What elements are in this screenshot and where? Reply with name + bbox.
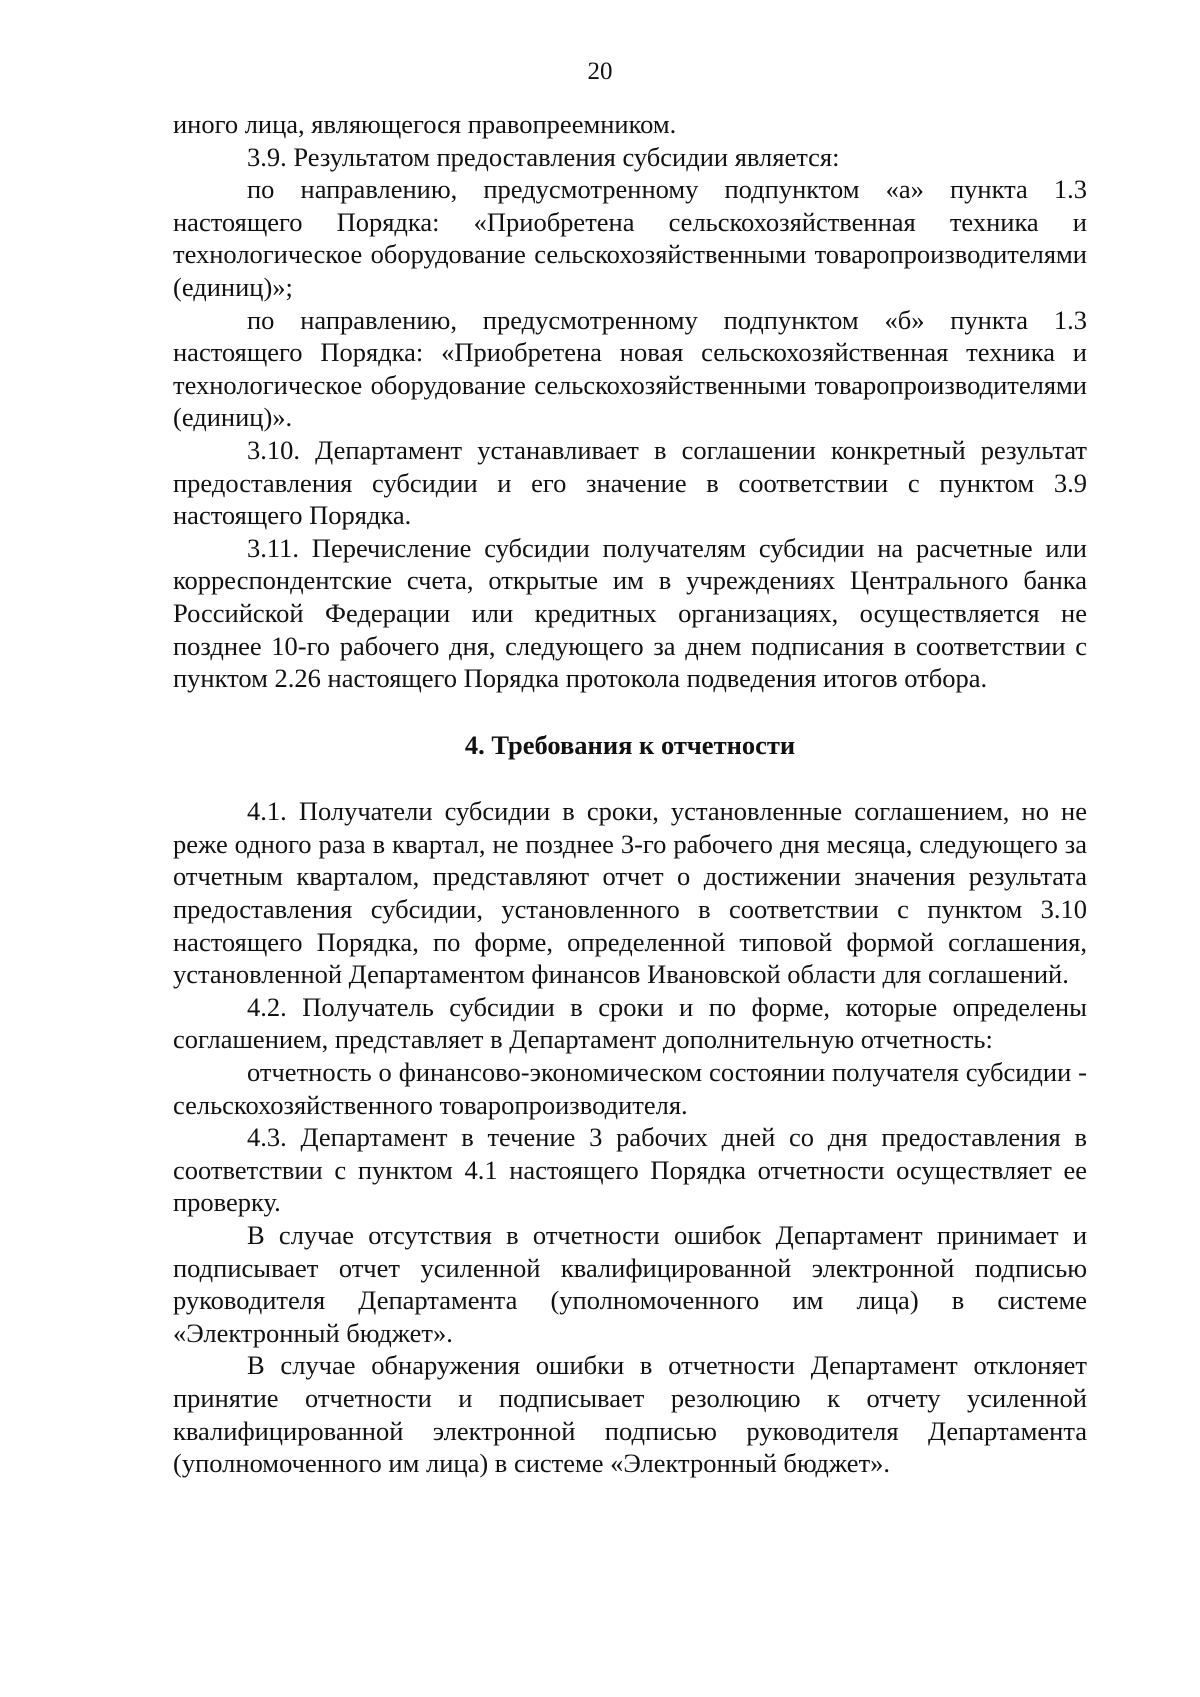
document-body (173, 108, 1087, 1480)
page-number: 20 (587, 58, 613, 85)
paragraph-4-2: 4.2. Получатель субсидии в сроки и по форме, которые определены соглашением, представляет в Департамент дополнительную отчетность: (173, 991, 1087, 1055)
paragraph-3-9-direction-b: по направлению, предусмотренному подпунктом «б» пункта 1.3 настоящего Порядка: «Приобретена новая сельскохозяйственная техника и технологическое оборудование сельскохозяйственными товаропроизводителями (единиц)». (173, 304, 1087, 433)
section-heading: 4. Требования к отчетности (464, 729, 796, 760)
paragraph-4-2-report: отчетность о финансово-экономическом состоянии получателя субсидии - сельскохозяйственного товаропроизводителя. (173, 1057, 1087, 1120)
paragraph-3-11: 3.11. Перечисление субсидии получателям субсидии на расчетные или корреспондентские счета, открытые им в учреждениях Центрального банка Российской Федерации или кредитных организациях, осуществляется не позднее 10-го рабочего дня, следующего за днем подписания в соответствии с пунктом 2.26 настоящего Порядка протокола подведения итогов отбора. (173, 532, 1087, 694)
paragraph-continuation: иного лица, являющегося правопреемником. (173, 109, 677, 139)
paragraph-4-3: 4.3. Департамент в течение 3 рабочих дней со дня предоставления в соответствии с пунктом 4.1 настоящего Порядка отчетности осуществляет ее проверку. (173, 1122, 1087, 1218)
paragraph-4-1: 4.1. Получатели субсидии в сроки, установленные соглашением, но не реже одного раза в квартал, не позднее 3-го рабочего дня месяца, следующего за отчетным кварталом, представляют отчет о достижении значения результата предоставления субсидии, установленного в соответствии с пунктом 3.10 настоящего Порядка, по форме, определенной типовой формой соглашения, установленной Департаментом финансов Ивановской области для соглашений. (173, 796, 1087, 990)
paragraph-4-3-accept: В случае отсутствия в отчетности ошибок Департамент принимает и подписывает отчет усиленной квалифицированной электронной подписью руководителя Департамента (уполномоченного им лица) в системе «Электронный бюджет». (173, 1220, 1087, 1348)
paragraph-3-9-direction-a: по направлению, предусмотренному подпунктом «а» пункта 1.3 настоящего Порядка: «Приобретена сельскохозяйственная техника и технологическое оборудование сельскохозяйственными товаропроизводителями (единиц)»; (173, 174, 1087, 302)
paragraph-3-9: 3.9. Результатом предоставления субсидии является: (247, 141, 840, 172)
paragraph-4-3-reject: В случае обнаружения ошибки в отчетности Департамент отклоняет принятие отчетности и подписывает резолюцию к отчету усиленной квалифицированной электронной подписью руководителя Департамента (уполномоченного им лица) в системе «Электронный бюджет». (173, 1350, 1087, 1479)
paragraph-3-10: 3.10. Департамент устанавливает в соглашении конкретный результат предоставления субсидии и его значение в соответствии с пунктом 3.9 настоящего Порядка. (173, 434, 1087, 531)
